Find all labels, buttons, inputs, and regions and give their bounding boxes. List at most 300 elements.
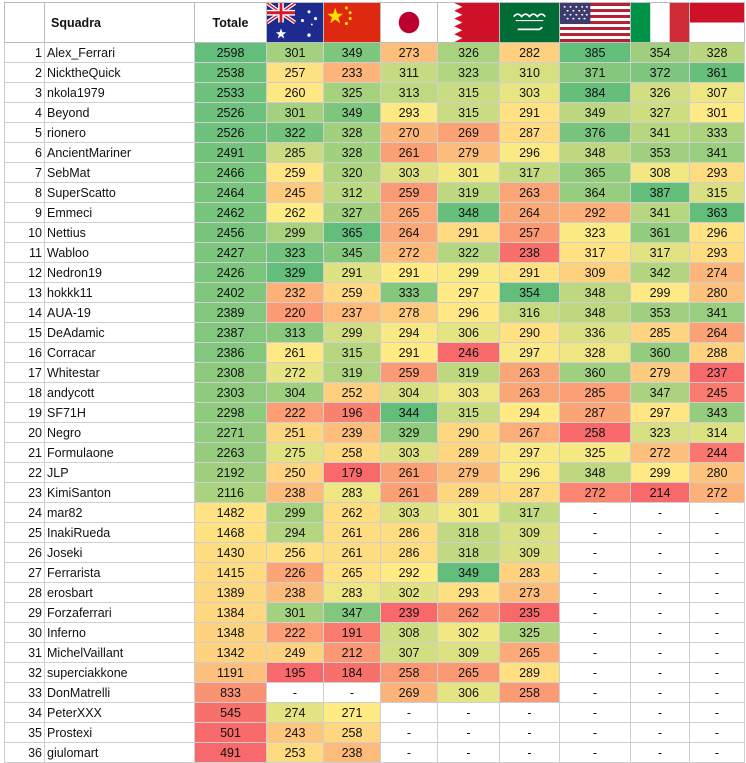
race-score-cell[interactable]: 344: [381, 403, 438, 423]
race-score-cell[interactable]: 258: [324, 443, 381, 463]
total-cell[interactable]: 491: [195, 743, 267, 763]
rank-cell[interactable]: 10: [5, 223, 45, 243]
race-score-cell[interactable]: 349: [324, 103, 381, 123]
total-cell[interactable]: 2192: [195, 463, 267, 483]
race-score-cell[interactable]: -: [690, 603, 745, 623]
team-name-cell[interactable]: DonMatrelli: [45, 683, 195, 703]
race-score-cell[interactable]: 293: [690, 243, 745, 263]
race-score-cell[interactable]: 265: [381, 203, 438, 223]
australia-header[interactable]: [267, 3, 324, 43]
team-name-cell[interactable]: nkola1979: [45, 83, 195, 103]
race-score-cell[interactable]: 286: [381, 543, 438, 563]
rank-cell[interactable]: 5: [5, 123, 45, 143]
race-score-cell[interactable]: 252: [324, 383, 381, 403]
race-score-cell[interactable]: 286: [381, 523, 438, 543]
total-cell[interactable]: 545: [195, 703, 267, 723]
total-cell[interactable]: 1342: [195, 643, 267, 663]
rank-cell[interactable]: 18: [5, 383, 45, 403]
race-score-cell[interactable]: -: [631, 703, 690, 723]
race-score-cell[interactable]: 280: [690, 283, 745, 303]
team-name-cell[interactable]: andycott: [45, 383, 195, 403]
race-score-cell[interactable]: 260: [267, 83, 324, 103]
race-score-cell[interactable]: 226: [267, 563, 324, 583]
race-score-cell[interactable]: 239: [381, 603, 438, 623]
team-name-cell[interactable]: PeterXXX: [45, 703, 195, 723]
team-name-cell[interactable]: Wabloo: [45, 243, 195, 263]
race-score-cell[interactable]: 261: [324, 543, 381, 563]
race-score-cell[interactable]: -: [690, 623, 745, 643]
race-score-cell[interactable]: 302: [438, 623, 500, 643]
race-score-cell[interactable]: -: [560, 723, 631, 743]
race-score-cell[interactable]: -: [690, 583, 745, 603]
race-score-cell[interactable]: 307: [381, 643, 438, 663]
race-score-cell[interactable]: 239: [324, 423, 381, 443]
race-score-cell[interactable]: 258: [500, 683, 560, 703]
race-score-cell[interactable]: 354: [631, 43, 690, 63]
race-score-cell[interactable]: 258: [560, 423, 631, 443]
race-score-cell[interactable]: 313: [381, 83, 438, 103]
race-score-cell[interactable]: 320: [324, 163, 381, 183]
race-score-cell[interactable]: 317: [500, 163, 560, 183]
race-score-cell[interactable]: -: [500, 723, 560, 743]
race-score-cell[interactable]: -: [690, 523, 745, 543]
team-name-cell[interactable]: SF71H: [45, 403, 195, 423]
race-score-cell[interactable]: 323: [438, 63, 500, 83]
race-score-cell[interactable]: 328: [690, 43, 745, 63]
total-cell[interactable]: 2271: [195, 423, 267, 443]
race-score-cell[interactable]: 237: [324, 303, 381, 323]
race-score-cell[interactable]: -: [560, 503, 631, 523]
total-cell[interactable]: 2526: [195, 103, 267, 123]
rank-cell[interactable]: 12: [5, 263, 45, 283]
race-score-cell[interactable]: 285: [267, 143, 324, 163]
race-score-cell[interactable]: 307: [690, 83, 745, 103]
rank-cell[interactable]: 35: [5, 723, 45, 743]
race-score-cell[interactable]: 315: [438, 403, 500, 423]
race-score-cell[interactable]: 272: [690, 483, 745, 503]
team-name-cell[interactable]: Inferno: [45, 623, 195, 643]
race-score-cell[interactable]: -: [631, 603, 690, 623]
race-score-cell[interactable]: 301: [438, 163, 500, 183]
race-score-cell[interactable]: 341: [631, 203, 690, 223]
race-score-cell[interactable]: 326: [631, 83, 690, 103]
race-score-cell[interactable]: 323: [560, 223, 631, 243]
team-name-cell[interactable]: AncientMariner: [45, 143, 195, 163]
race-score-cell[interactable]: 365: [560, 163, 631, 183]
race-score-cell[interactable]: 222: [267, 403, 324, 423]
race-score-cell[interactable]: 301: [690, 103, 745, 123]
race-score-cell[interactable]: 263: [500, 183, 560, 203]
race-score-cell[interactable]: 348: [560, 283, 631, 303]
total-cell[interactable]: 1415: [195, 563, 267, 583]
total-cell[interactable]: 2402: [195, 283, 267, 303]
race-score-cell[interactable]: -: [267, 683, 324, 703]
race-score-cell[interactable]: -: [560, 623, 631, 643]
race-score-cell[interactable]: 348: [438, 203, 500, 223]
rank-cell[interactable]: 34: [5, 703, 45, 723]
rank-cell[interactable]: 17: [5, 363, 45, 383]
race-score-cell[interactable]: 274: [267, 703, 324, 723]
race-score-cell[interactable]: 308: [631, 163, 690, 183]
race-score-cell[interactable]: 353: [631, 143, 690, 163]
japan-header[interactable]: [381, 3, 438, 43]
race-score-cell[interactable]: 309: [438, 643, 500, 663]
race-score-cell[interactable]: 297: [500, 343, 560, 363]
team-name-cell[interactable]: SebMat: [45, 163, 195, 183]
rank-cell[interactable]: 23: [5, 483, 45, 503]
total-cell[interactable]: 1384: [195, 603, 267, 623]
total-cell[interactable]: 1348: [195, 623, 267, 643]
race-score-cell[interactable]: 283: [500, 563, 560, 583]
total-cell[interactable]: 2116: [195, 483, 267, 503]
race-score-cell[interactable]: 238: [267, 583, 324, 603]
race-score-cell[interactable]: 309: [500, 543, 560, 563]
race-score-cell[interactable]: 285: [631, 323, 690, 343]
team-name-cell[interactable]: Ferrarista: [45, 563, 195, 583]
race-score-cell[interactable]: 246: [438, 343, 500, 363]
team-name-cell[interactable]: Negro: [45, 423, 195, 443]
race-score-cell[interactable]: -: [631, 523, 690, 543]
race-score-cell[interactable]: 212: [324, 643, 381, 663]
rank-cell[interactable]: 3: [5, 83, 45, 103]
total-cell[interactable]: 2387: [195, 323, 267, 343]
team-name-cell[interactable]: KimiSanton: [45, 483, 195, 503]
race-score-cell[interactable]: 271: [324, 703, 381, 723]
rank-cell[interactable]: 36: [5, 743, 45, 763]
race-score-cell[interactable]: -: [560, 603, 631, 623]
rank-cell[interactable]: 20: [5, 423, 45, 443]
race-score-cell[interactable]: 292: [560, 203, 631, 223]
race-score-cell[interactable]: 349: [438, 563, 500, 583]
race-score-cell[interactable]: 299: [324, 323, 381, 343]
race-score-cell[interactable]: 315: [438, 83, 500, 103]
race-score-cell[interactable]: 290: [438, 423, 500, 443]
team-name-cell[interactable]: Prostexi: [45, 723, 195, 743]
race-score-cell[interactable]: 280: [690, 463, 745, 483]
race-score-cell[interactable]: 376: [560, 123, 631, 143]
race-score-cell[interactable]: 287: [500, 483, 560, 503]
race-score-cell[interactable]: 371: [560, 63, 631, 83]
team-name-cell[interactable]: AUA-19: [45, 303, 195, 323]
total-cell[interactable]: 2389: [195, 303, 267, 323]
race-score-cell[interactable]: 272: [631, 443, 690, 463]
race-score-cell[interactable]: -: [631, 583, 690, 603]
race-score-cell[interactable]: 262: [438, 603, 500, 623]
race-score-cell[interactable]: 263: [500, 383, 560, 403]
race-score-cell[interactable]: 325: [500, 623, 560, 643]
race-score-cell[interactable]: 329: [267, 263, 324, 283]
race-score-cell[interactable]: 245: [690, 383, 745, 403]
rank-cell[interactable]: 22: [5, 463, 45, 483]
race-score-cell[interactable]: 282: [500, 43, 560, 63]
race-score-cell[interactable]: 273: [500, 583, 560, 603]
race-score-cell[interactable]: -: [438, 703, 500, 723]
race-score-cell[interactable]: 328: [324, 123, 381, 143]
race-score-cell[interactable]: 267: [500, 423, 560, 443]
race-score-cell[interactable]: 303: [500, 83, 560, 103]
race-score-cell[interactable]: 301: [267, 603, 324, 623]
race-score-cell[interactable]: 336: [560, 323, 631, 343]
race-score-cell[interactable]: 302: [381, 583, 438, 603]
race-score-cell[interactable]: -: [631, 683, 690, 703]
race-score-cell[interactable]: 312: [324, 183, 381, 203]
race-score-cell[interactable]: 291: [500, 263, 560, 283]
race-score-cell[interactable]: 293: [381, 103, 438, 123]
race-score-cell[interactable]: 261: [267, 343, 324, 363]
race-score-cell[interactable]: -: [500, 743, 560, 763]
race-score-cell[interactable]: 326: [438, 43, 500, 63]
team-name-cell[interactable]: NicktheQuick: [45, 63, 195, 83]
rank-cell[interactable]: 29: [5, 603, 45, 623]
race-score-cell[interactable]: -: [631, 723, 690, 743]
total-cell[interactable]: 2466: [195, 163, 267, 183]
total-cell[interactable]: 2303: [195, 383, 267, 403]
race-score-cell[interactable]: 265: [438, 663, 500, 683]
race-score-cell[interactable]: 275: [267, 443, 324, 463]
race-score-cell[interactable]: 279: [438, 463, 500, 483]
team-name-cell[interactable]: JLP: [45, 463, 195, 483]
total-cell[interactable]: 2491: [195, 143, 267, 163]
team-name-cell[interactable]: superciakkone: [45, 663, 195, 683]
race-score-cell[interactable]: 299: [267, 503, 324, 523]
team-name-cell[interactable]: mar82: [45, 503, 195, 523]
race-score-cell[interactable]: 283: [324, 583, 381, 603]
total-cell[interactable]: 2427: [195, 243, 267, 263]
race-score-cell[interactable]: 317: [500, 503, 560, 523]
race-score-cell[interactable]: 258: [324, 723, 381, 743]
race-score-cell[interactable]: 259: [324, 283, 381, 303]
team-name-cell[interactable]: MichelVaillant: [45, 643, 195, 663]
race-score-cell[interactable]: 348: [560, 303, 631, 323]
race-score-cell[interactable]: 238: [267, 483, 324, 503]
race-score-cell[interactable]: 237: [690, 363, 745, 383]
race-score-cell[interactable]: 293: [690, 163, 745, 183]
race-score-cell[interactable]: 273: [381, 43, 438, 63]
race-score-cell[interactable]: 253: [267, 743, 324, 763]
race-score-cell[interactable]: -: [690, 503, 745, 523]
race-score-cell[interactable]: 318: [438, 523, 500, 543]
race-score-cell[interactable]: 310: [500, 63, 560, 83]
race-score-cell[interactable]: 261: [324, 523, 381, 543]
total-cell[interactable]: 2533: [195, 83, 267, 103]
race-score-cell[interactable]: -: [381, 703, 438, 723]
china-header[interactable]: [324, 3, 381, 43]
race-score-cell[interactable]: 323: [267, 243, 324, 263]
race-score-cell[interactable]: 365: [324, 223, 381, 243]
race-score-cell[interactable]: 327: [631, 103, 690, 123]
race-score-cell[interactable]: -: [631, 623, 690, 643]
race-score-cell[interactable]: 349: [324, 43, 381, 63]
race-score-cell[interactable]: 269: [438, 123, 500, 143]
race-score-cell[interactable]: -: [631, 563, 690, 583]
race-score-cell[interactable]: 261: [381, 483, 438, 503]
race-score-cell[interactable]: 274: [690, 263, 745, 283]
rank-cell[interactable]: 11: [5, 243, 45, 263]
race-score-cell[interactable]: 262: [324, 503, 381, 523]
race-score-cell[interactable]: 345: [324, 243, 381, 263]
race-score-cell[interactable]: 319: [324, 363, 381, 383]
bahrain-header[interactable]: [438, 3, 500, 43]
monaco-header[interactable]: [690, 3, 745, 43]
race-score-cell[interactable]: 256: [267, 543, 324, 563]
race-score-cell[interactable]: -: [500, 703, 560, 723]
race-score-cell[interactable]: 347: [631, 383, 690, 403]
team-name-cell[interactable]: Formulaone: [45, 443, 195, 463]
race-score-cell[interactable]: -: [690, 703, 745, 723]
race-score-cell[interactable]: 257: [500, 223, 560, 243]
race-score-cell[interactable]: 251: [267, 423, 324, 443]
race-score-cell[interactable]: 287: [500, 123, 560, 143]
race-score-cell[interactable]: 322: [267, 123, 324, 143]
team-header[interactable]: Squadra: [45, 3, 195, 43]
rank-cell[interactable]: 13: [5, 283, 45, 303]
race-score-cell[interactable]: 322: [438, 243, 500, 263]
rank-cell[interactable]: 19: [5, 403, 45, 423]
race-score-cell[interactable]: 341: [690, 143, 745, 163]
race-score-cell[interactable]: 303: [381, 503, 438, 523]
race-score-cell[interactable]: 220: [267, 303, 324, 323]
race-score-cell[interactable]: -: [690, 563, 745, 583]
team-name-cell[interactable]: Emmeci: [45, 203, 195, 223]
rank-cell[interactable]: 24: [5, 503, 45, 523]
total-header[interactable]: Totale: [195, 3, 267, 43]
total-cell[interactable]: 2464: [195, 183, 267, 203]
race-score-cell[interactable]: 363: [690, 203, 745, 223]
race-score-cell[interactable]: 259: [381, 363, 438, 383]
race-score-cell[interactable]: 299: [631, 463, 690, 483]
race-score-cell[interactable]: 297: [631, 403, 690, 423]
race-score-cell[interactable]: 387: [631, 183, 690, 203]
rank-cell[interactable]: 25: [5, 523, 45, 543]
race-score-cell[interactable]: 318: [438, 543, 500, 563]
race-score-cell[interactable]: 306: [438, 683, 500, 703]
race-score-cell[interactable]: 328: [560, 343, 631, 363]
race-score-cell[interactable]: 264: [690, 323, 745, 343]
race-score-cell[interactable]: 244: [690, 443, 745, 463]
race-score-cell[interactable]: -: [690, 743, 745, 763]
race-score-cell[interactable]: 296: [500, 143, 560, 163]
race-score-cell[interactable]: 325: [560, 443, 631, 463]
race-score-cell[interactable]: 259: [267, 163, 324, 183]
race-score-cell[interactable]: -: [631, 503, 690, 523]
race-score-cell[interactable]: -: [690, 723, 745, 743]
total-cell[interactable]: 1482: [195, 503, 267, 523]
race-score-cell[interactable]: 283: [324, 483, 381, 503]
race-score-cell[interactable]: 288: [690, 343, 745, 363]
race-score-cell[interactable]: -: [631, 643, 690, 663]
rank-cell[interactable]: 33: [5, 683, 45, 703]
race-score-cell[interactable]: -: [560, 683, 631, 703]
race-score-cell[interactable]: 306: [438, 323, 500, 343]
race-score-cell[interactable]: 264: [500, 203, 560, 223]
total-cell[interactable]: 2538: [195, 63, 267, 83]
race-score-cell[interactable]: 279: [438, 143, 500, 163]
team-name-cell[interactable]: Nedron19: [45, 263, 195, 283]
race-score-cell[interactable]: -: [631, 543, 690, 563]
race-score-cell[interactable]: 270: [381, 123, 438, 143]
race-score-cell[interactable]: -: [381, 743, 438, 763]
italy-header[interactable]: [631, 3, 690, 43]
race-score-cell[interactable]: 303: [438, 383, 500, 403]
race-score-cell[interactable]: 360: [631, 343, 690, 363]
race-score-cell[interactable]: 269: [381, 683, 438, 703]
total-cell[interactable]: 501: [195, 723, 267, 743]
race-score-cell[interactable]: 250: [267, 463, 324, 483]
race-score-cell[interactable]: 191: [324, 623, 381, 643]
race-score-cell[interactable]: 325: [324, 83, 381, 103]
race-score-cell[interactable]: 279: [631, 363, 690, 383]
race-score-cell[interactable]: 329: [381, 423, 438, 443]
race-score-cell[interactable]: 272: [381, 243, 438, 263]
race-score-cell[interactable]: 195: [267, 663, 324, 683]
race-score-cell[interactable]: 347: [324, 603, 381, 623]
race-score-cell[interactable]: 327: [324, 203, 381, 223]
total-cell[interactable]: 1468: [195, 523, 267, 543]
race-score-cell[interactable]: 259: [381, 183, 438, 203]
team-name-cell[interactable]: DeAdamic: [45, 323, 195, 343]
race-score-cell[interactable]: -: [438, 743, 500, 763]
race-score-cell[interactable]: 272: [267, 363, 324, 383]
rank-cell[interactable]: 26: [5, 543, 45, 563]
race-score-cell[interactable]: 299: [438, 263, 500, 283]
team-name-cell[interactable]: Whitestar: [45, 363, 195, 383]
race-score-cell[interactable]: -: [690, 543, 745, 563]
team-name-cell[interactable]: rionero: [45, 123, 195, 143]
race-score-cell[interactable]: 361: [690, 63, 745, 83]
total-cell[interactable]: 2298: [195, 403, 267, 423]
race-score-cell[interactable]: 303: [381, 443, 438, 463]
race-score-cell[interactable]: 319: [438, 363, 500, 383]
race-score-cell[interactable]: 385: [560, 43, 631, 63]
race-score-cell[interactable]: 263: [500, 363, 560, 383]
team-name-cell[interactable]: hokkk11: [45, 283, 195, 303]
rank-cell[interactable]: 30: [5, 623, 45, 643]
race-score-cell[interactable]: 328: [324, 143, 381, 163]
race-score-cell[interactable]: 238: [324, 743, 381, 763]
total-cell[interactable]: 2462: [195, 203, 267, 223]
team-name-cell[interactable]: Nettius: [45, 223, 195, 243]
team-name-cell[interactable]: Forzaferrari: [45, 603, 195, 623]
total-cell[interactable]: 2263: [195, 443, 267, 463]
race-score-cell[interactable]: 291: [381, 343, 438, 363]
race-score-cell[interactable]: -: [560, 563, 631, 583]
race-score-cell[interactable]: 196: [324, 403, 381, 423]
race-score-cell[interactable]: 296: [690, 223, 745, 243]
race-score-cell[interactable]: 316: [500, 303, 560, 323]
rank-cell[interactable]: 7: [5, 163, 45, 183]
race-score-cell[interactable]: 348: [560, 463, 631, 483]
race-score-cell[interactable]: 290: [500, 323, 560, 343]
team-name-cell[interactable]: giulomart: [45, 743, 195, 763]
race-score-cell[interactable]: 184: [324, 663, 381, 683]
race-score-cell[interactable]: 353: [631, 303, 690, 323]
rank-cell[interactable]: 14: [5, 303, 45, 323]
rank-cell[interactable]: 6: [5, 143, 45, 163]
race-score-cell[interactable]: 314: [690, 423, 745, 443]
race-score-cell[interactable]: 372: [631, 63, 690, 83]
race-score-cell[interactable]: 294: [500, 403, 560, 423]
race-score-cell[interactable]: 291: [324, 263, 381, 283]
race-score-cell[interactable]: 304: [381, 383, 438, 403]
race-score-cell[interactable]: 249: [267, 643, 324, 663]
race-score-cell[interactable]: 309: [560, 263, 631, 283]
race-score-cell[interactable]: -: [381, 723, 438, 743]
rank-cell[interactable]: 16: [5, 343, 45, 363]
total-cell[interactable]: 2426: [195, 263, 267, 283]
race-score-cell[interactable]: 315: [690, 183, 745, 203]
race-score-cell[interactable]: -: [560, 703, 631, 723]
race-score-cell[interactable]: 308: [381, 623, 438, 643]
